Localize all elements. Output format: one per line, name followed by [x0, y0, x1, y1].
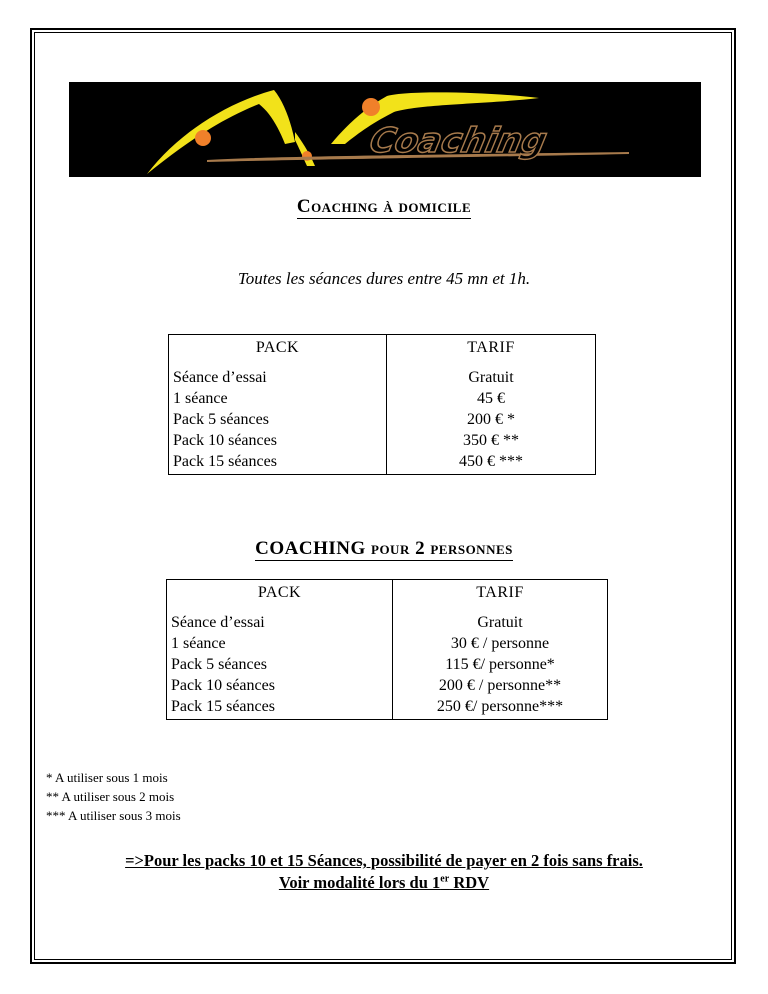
pack-label: Pack 5 séances [171, 656, 267, 673]
tarif-value: 115 €/ personne* [445, 656, 555, 673]
pack-label: Séance d’essai [171, 614, 265, 631]
tarif-header: TARIF [476, 584, 524, 601]
footnotes [46, 768, 181, 825]
rdv-note: Voir modalité lors du 1er RDV [278, 873, 490, 892]
logo-text: Coaching [366, 121, 551, 161]
tarif-value: Gratuit [477, 614, 523, 631]
pack-label: Pack 5 séances [173, 411, 269, 428]
footnote: * A utiliser sous 1 mois [46, 770, 168, 785]
tarif-column [393, 580, 608, 720]
footnote: ** A utiliser sous 2 mois [46, 789, 175, 804]
tarif-value: Gratuit [468, 369, 514, 386]
section2-title: COACHING pour 2 personnes [255, 538, 513, 559]
pack-label: 1 séance [173, 390, 228, 407]
pack-header: PACK [255, 339, 300, 356]
pack-label: 1 séance [171, 635, 226, 652]
tarif-value: 250 €/ personne*** [436, 698, 564, 715]
tarif-value: 45 € [477, 390, 505, 407]
pack-label: Pack 15 séances [171, 698, 275, 715]
tarif-value: 350 € ** [463, 432, 519, 449]
section1-title: Coaching à domicile [296, 196, 472, 217]
tarif-value: 200 € / personne** [438, 677, 562, 694]
section1-subtitle: Toutes les séances dures entre 45 mn et 1h. [237, 269, 531, 288]
pack-header: PACK [257, 584, 302, 601]
pack-label: Pack 10 séances [171, 677, 275, 694]
pack-column [169, 335, 387, 475]
tarif-value: 450 € *** [459, 453, 523, 470]
af-coaching-logo [69, 82, 701, 177]
tarif-column [387, 335, 596, 475]
pack-label: Séance d’essai [173, 369, 267, 386]
pack-column [167, 580, 393, 720]
pack-label: Pack 15 séances [173, 453, 277, 470]
tarif-value: 200 € * [467, 411, 515, 428]
tarif-value: 30 € / personne [450, 635, 550, 652]
pricing-table-duo [166, 579, 608, 720]
pricing-table-individual [168, 334, 596, 475]
tarif-header: TARIF [467, 339, 515, 356]
pack-label: Pack 10 séances [173, 432, 277, 449]
payment-note: =>Pour les packs 10 et 15 Séances, possibilité de payer en 2 fois sans frais. [125, 851, 643, 870]
footnote: *** A utiliser sous 3 mois [46, 808, 181, 823]
